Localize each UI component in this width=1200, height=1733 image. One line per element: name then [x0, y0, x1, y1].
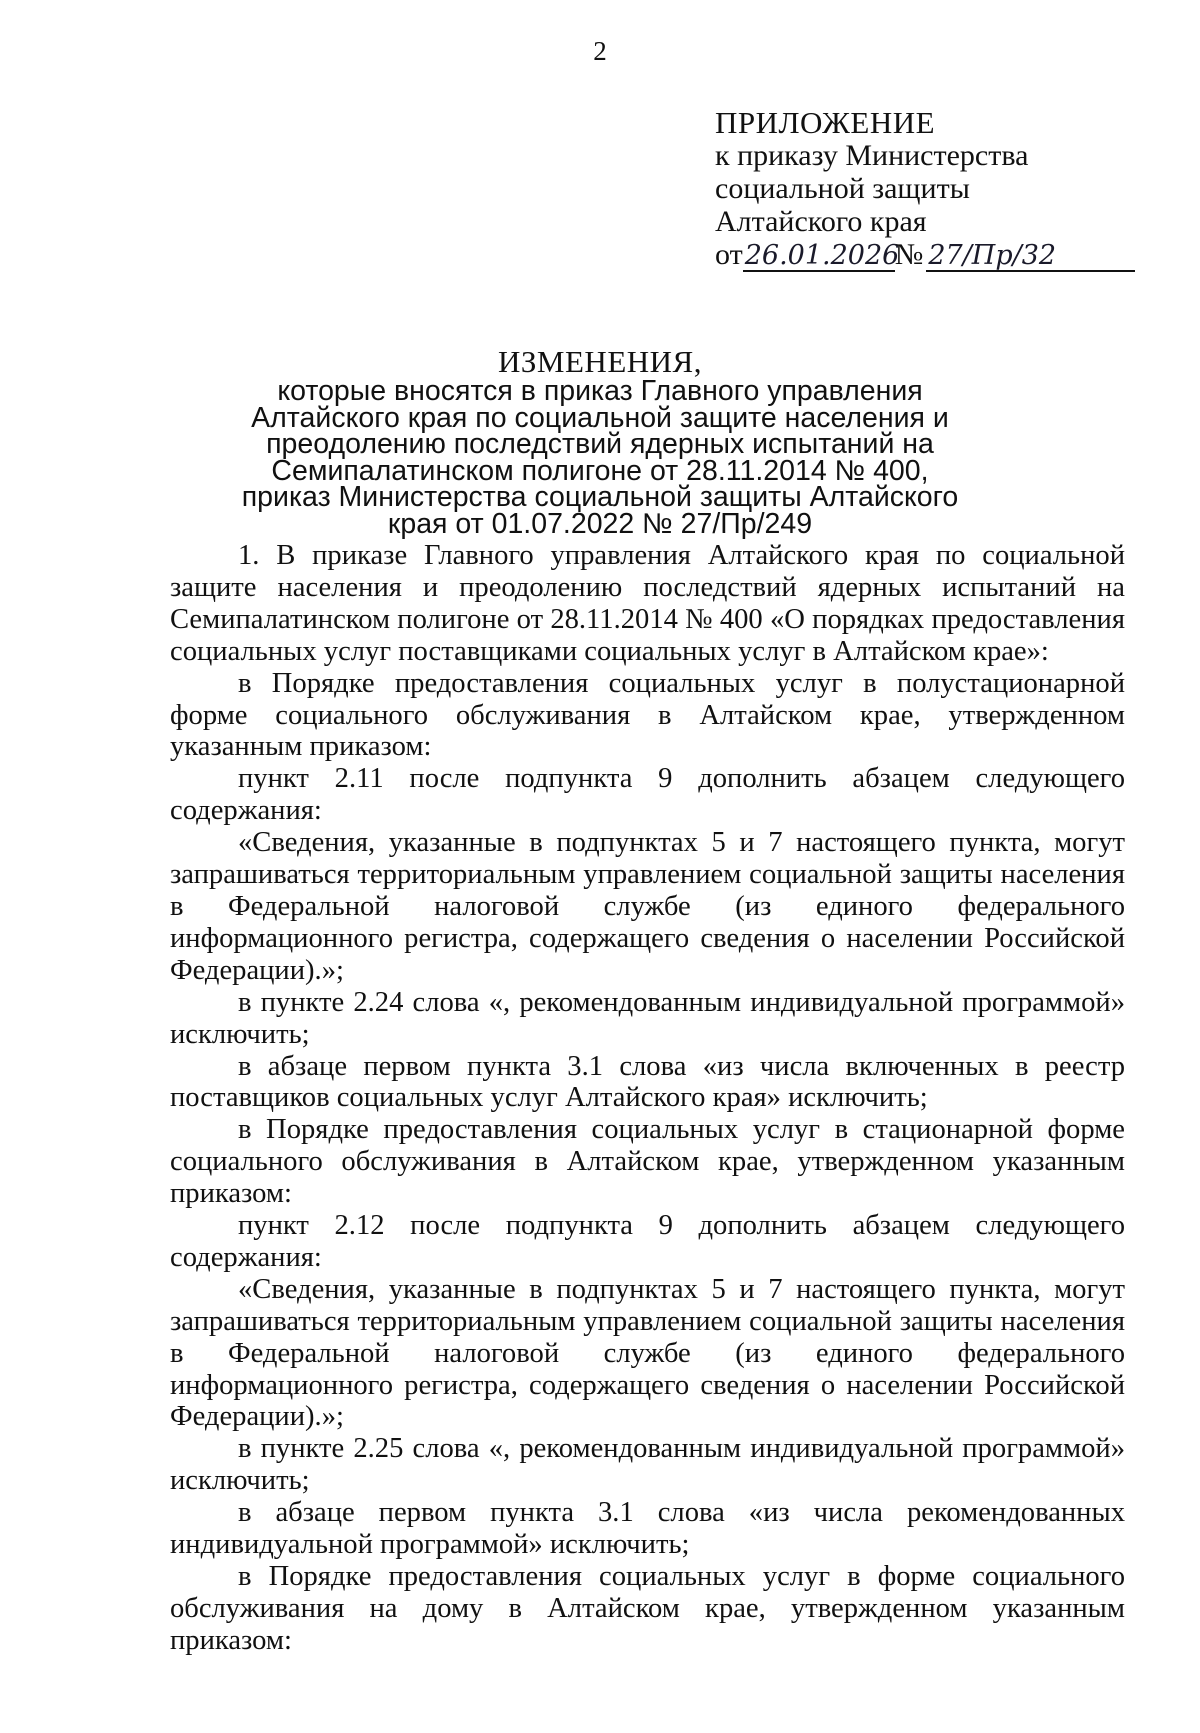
body-paragraph: пункт 2.12 после подпункта 9 дополнить абзацем следующего содержания:: [170, 1210, 1125, 1273]
body-paragraph: в Порядке предоставления социальных услуг в форме социального обслуживания на дому в Алтайском крае, утвержденном указанным приказом:: [170, 1561, 1125, 1656]
body-paragraph: в Порядке предоставления социальных услуг в полустационарной форме социального обслуживания в Алтайском крае, утвержденном указанным приказом:: [170, 667, 1125, 763]
body-paragraph: в пункте 2.24 слова «, рекомендованным индивидуальной программой» исключить;: [170, 986, 1125, 1050]
document-body: [170, 540, 1125, 1657]
number-label: №: [894, 238, 924, 271]
appendix-line: социальной защиты: [715, 172, 970, 205]
order-date-number-line: [715, 238, 1135, 272]
handwritten-order-number: 27/Пр/32: [926, 242, 1135, 272]
appendix-line: Алтайского края: [715, 205, 927, 238]
body-paragraph: в абзаце первом пункта 3.1 слова «из числа рекомендованных индивидуальной программой» исключить;: [170, 1497, 1125, 1561]
body-paragraph: «Сведения, указанные в подпунктах 5 и 7 настоящего пункта, могут запрашиваться территориальным управлением социальной защиты населения в Федеральной налоговой службе (из единого федерального информационного регистра, содержащего сведения о населении Российской Федерации).»;: [170, 827, 1125, 986]
appendix-block: [715, 106, 1135, 272]
page-number: 2: [593, 36, 607, 66]
document-subtitle: которые вносятся в приказ Главного управления Алтайского края по социальной защите населения и преодолению последствий ядерных испытаний на Семипалатинском полигоне от 28.11.2014 № 400, приказ Министерства социальной защиты Алтайского края от 01.07.2022 № 27/Пр/249: [241, 375, 959, 540]
from-label: от: [715, 238, 743, 271]
body-paragraph: в абзаце первом пункта 3.1 слова «из числа включенных в реестр поставщиков социальных услуг Алтайского края» исключить;: [170, 1050, 1125, 1114]
body-paragraph: «Сведения, указанные в подпунктах 5 и 7 настоящего пункта, могут запрашиваться территориальным управлением социальной защиты населения в Федеральной налоговой службе (из единого федерального информационного регистра, содержащего сведения о населении Российской Федерации).»;: [170, 1273, 1125, 1433]
body-paragraph: в пункте 2.25 слова «, рекомендованным индивидуальной программой» исключить;: [170, 1433, 1125, 1497]
body-paragraph: 1. В приказе Главного управления Алтайского края по социальной защите населения и преодолению последствий ядерных испытаний на Семипалатинском полигоне от 28.11.2014 № 400 «О порядках предоставления социальных услуг поставщиками социальных услуг в Алтайском крае»:: [170, 540, 1125, 667]
appendix-heading: ПРИЛОЖЕНИЕ: [715, 105, 936, 140]
appendix-line: к приказу Министерства: [715, 139, 1029, 172]
body-paragraph: в Порядке предоставления социальных услуг в стационарной форме социального обслуживания в Алтайском крае, утвержденном указанным приказом:: [170, 1114, 1125, 1210]
body-paragraph: пункт 2.11 после подпункта 9 дополнить абзацем следующего содержания:: [170, 763, 1125, 827]
document-title: ИЗМЕНЕНИЯ,: [498, 344, 702, 379]
handwritten-date: 26.01.2026: [744, 240, 900, 271]
